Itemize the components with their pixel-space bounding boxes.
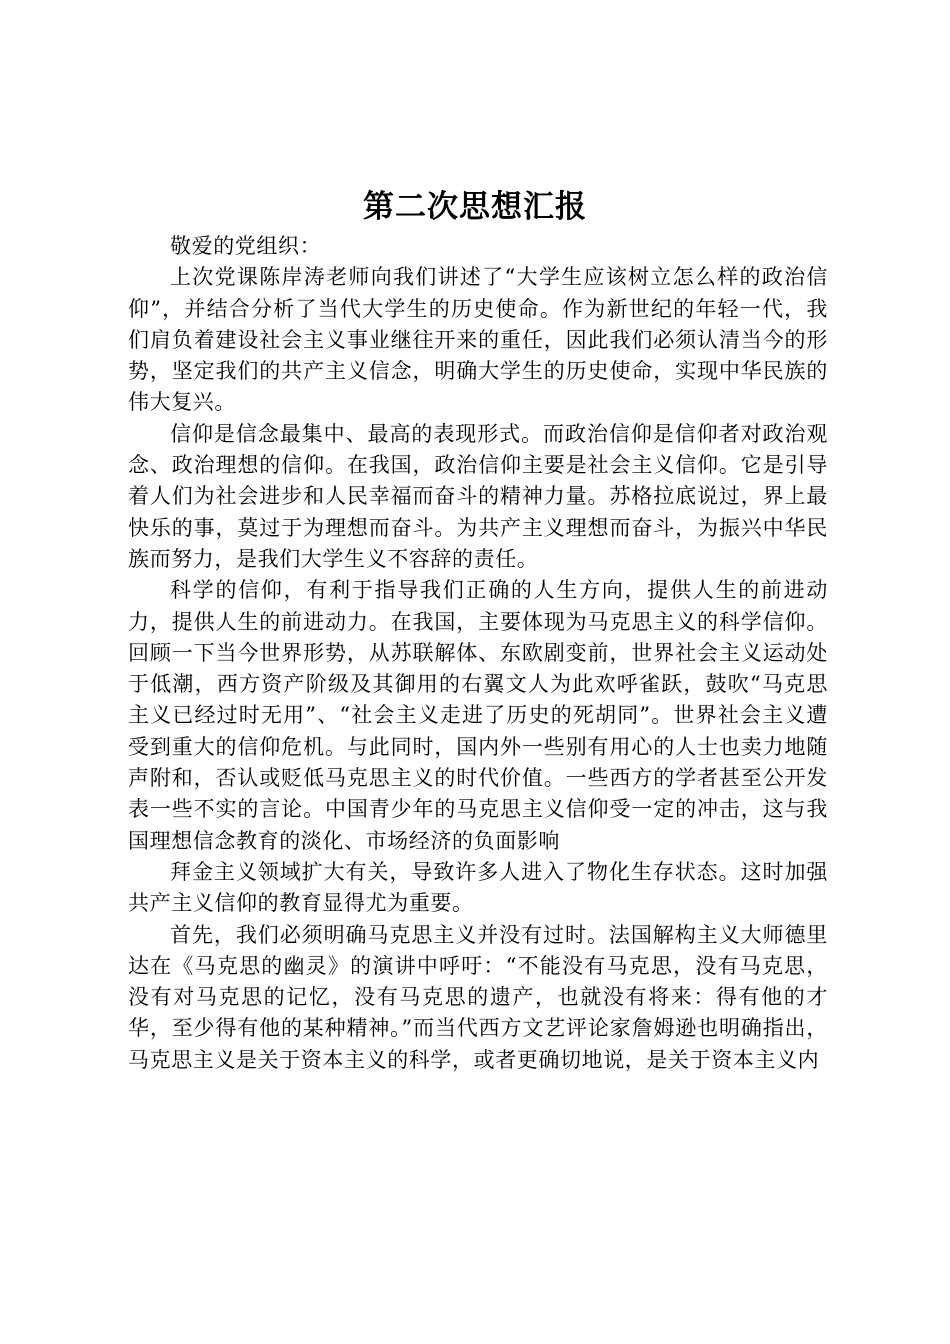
document-body — [128, 231, 828, 1076]
document-title: 第二次思想汇报 — [363, 189, 587, 225]
paragraph-1: 上次党课陈岸涛老师向我们讲述了“大学生应该树立怎么样的政治信仰”，并结合分析了当代大学生的历史使命。作为新世纪的年轻一代，我们肩负着建设社会主义事业继往开来的重任，因此我们必须认清当今的形势，坚定我们的共产主义信念，明确大学生的历史使命，实现中华民族的伟大复兴。 — [128, 265, 828, 415]
paragraph-5: 首先，我们必须明确马克思主义并没有过时。法国解构主义大师德里达在《马克思的幽灵》的演讲中呼吁：“不能没有马克思，没有马克思，没有对马克思的记忆，没有马克思的遗产，也就没有将来：得有他的才华，至少得有他的某种精神。”而当代西方文艺评论家詹姆逊也明确指出，马克思主义是关于资本主义的科学，或者更确切地说，是关于资本主义内 — [128, 922, 828, 1072]
paragraph-2: 信仰是信念最集中、最高的表现形式。而政治信仰是信仰者对政治观念、政治理想的信仰。在我国，政治信仰主要是社会主义信仰。它是引导着人们为社会进步和人民幸福而奋斗的精神力量。苏格拉底说过，界上最快乐的事，莫过于为理想而奋斗。为共产主义理想而奋斗，为振兴中华民族而努力，是我们大学生义不容辞的责任。 — [128, 421, 828, 571]
paragraph-4: 拜金主义领域扩大有关，导致许多人进入了物化生存状态。这时加强共产主义信仰的教育显得尤为重要。 — [128, 859, 828, 916]
paragraph-3: 科学的信仰，有利于指导我们正确的人生方向，提供人生的前进动力，提供人生的前进动力。在我国，主要体现为马克思主义的科学信仰。回顾一下当今世界形势，从苏联解体、东欧剧变前，世界社会主义运动处于低潮，西方资产阶级及其御用的右翼文人为此欢呼雀跃，鼓吹“马克思主义已经过时无用”、“社会主义走进了历史的死胡同”。世界社会主义遭受到重大的信仰危机。与此同时，国内外一些别有用心的人士也卖力地随声附和，否认或贬低马克思主义的时代价值。一些西方的学者甚至公开发表一些不实的言论。中国青少年的马克思主义信仰受一定的冲击，这与我国理想信念教育的淡化、市场经济的负面影响 — [128, 578, 828, 853]
salutation: 敬爱的党组织： — [170, 234, 322, 258]
